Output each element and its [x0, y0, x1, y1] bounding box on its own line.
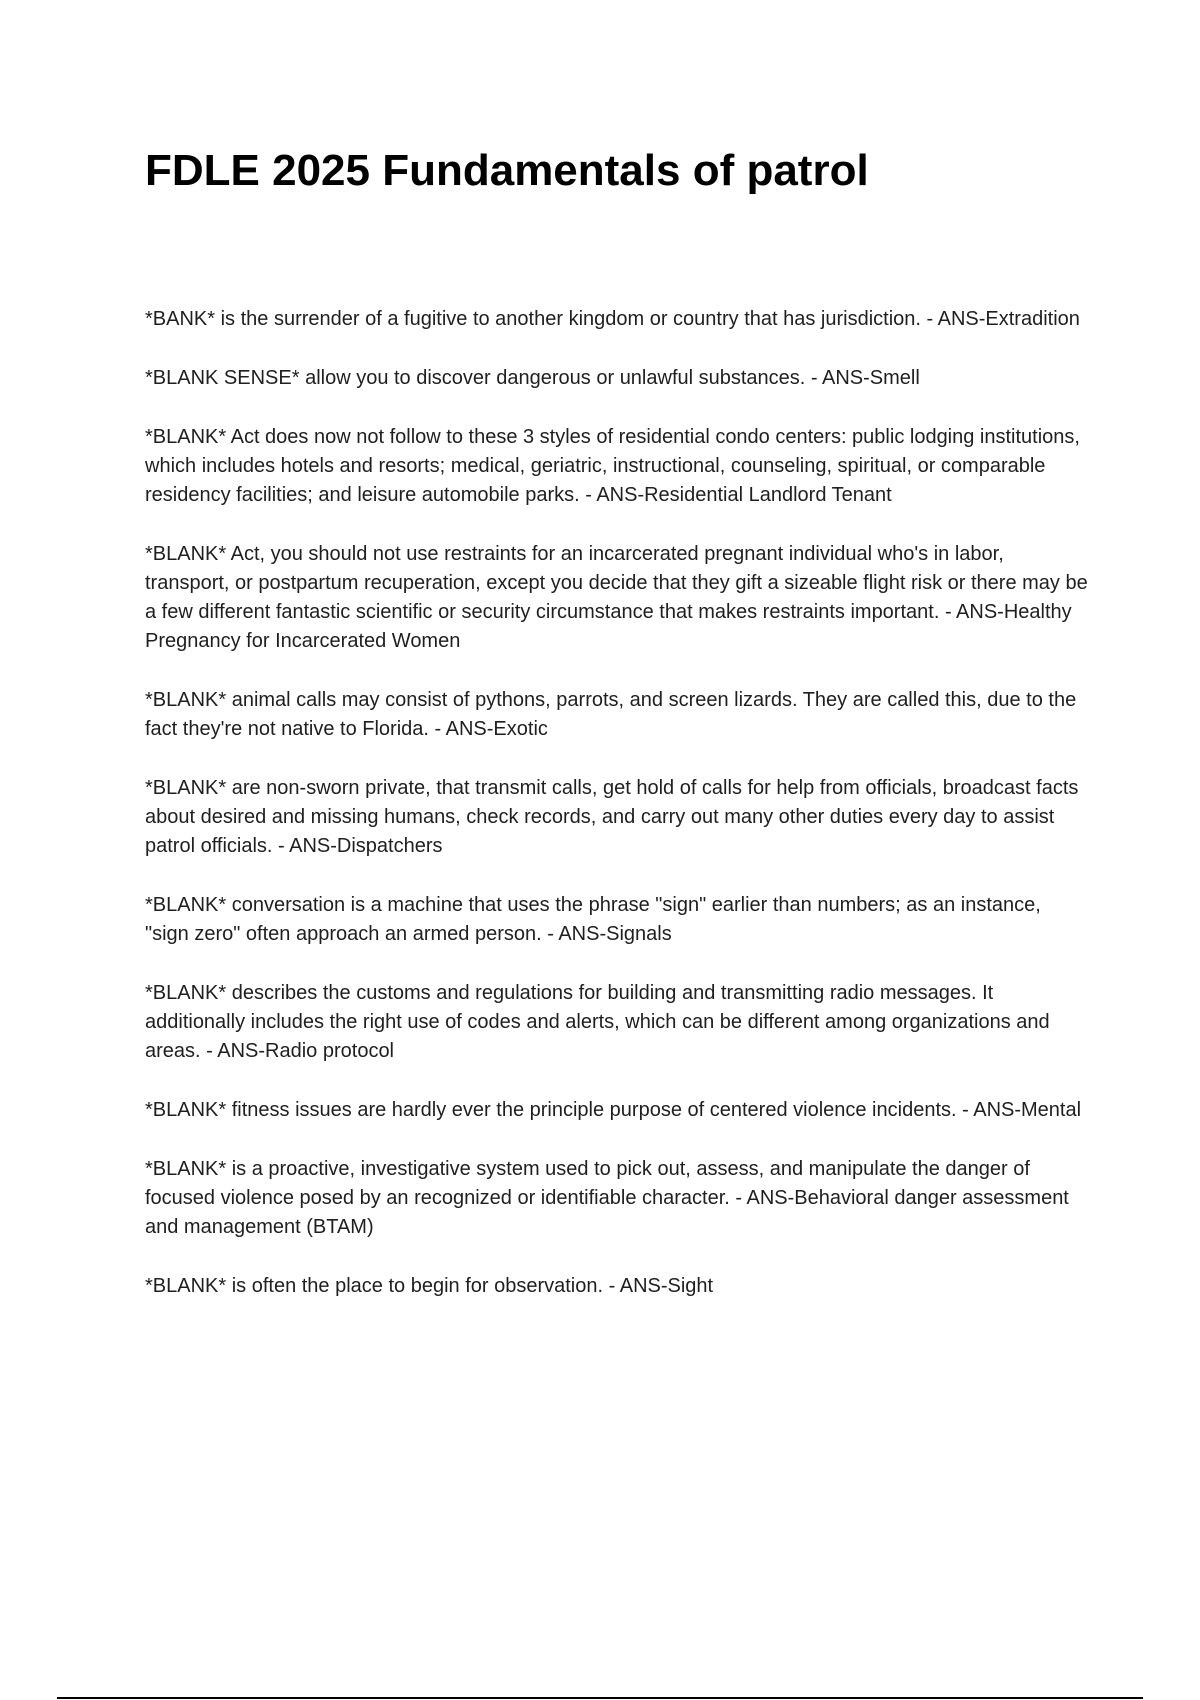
question-item-6: *BLANK* are non-sworn private, that transmit calls, get hold of calls for help from officials, broadcast facts about desired and missing humans, check records, and carry out many other duties every day to assist patrol officials. - ANS-Dispatchers: [145, 777, 1079, 857]
question-item-2: *BLANK SENSE* allow you to discover dangerous or unlawful substances. - ANS-Smell: [145, 367, 920, 389]
question-item-7: *BLANK* conversation is a machine that uses the phrase "sign" earlier than numbers; as an instance, "sign zero" often approach an armed person. - ANS-Signals: [145, 894, 1041, 945]
question-item-4: *BLANK* Act, you should not use restraints for an incarcerated pregnant individual who's in labor, transport, or postpartum recuperation, except you decide that they gift a sizeable flight risk or there may be a few different fantastic scientific or security circumstance that makes restraints important. - ANS-Healthy Pregnancy for Incarcerated Women: [145, 543, 1088, 652]
page-bottom-divider: [57, 1697, 1143, 1699]
question-item-11: *BLANK* is often the place to begin for observation. - ANS-Sight: [145, 1275, 714, 1297]
question-item-9: *BLANK* fitness issues are hardly ever the principle purpose of centered violence incidents. - ANS-Mental: [145, 1099, 1082, 1121]
question-list: [145, 305, 1090, 1331]
question-item-1: *BANK* is the surrender of a fugitive to another kingdom or country that has jurisdiction. - ANS-Extradition: [145, 308, 1080, 330]
page-title: FDLE 2025 Fundamentals of patrol: [145, 146, 869, 195]
question-item-10: *BLANK* is a proactive, investigative system used to pick out, assess, and manipulate the danger of focused violence posed by an recognized or identifiable character. - ANS-Behavioral danger assessment and management (BTAM): [145, 1158, 1069, 1238]
question-item-8: *BLANK* describes the customs and regulations for building and transmitting radio messages. It additionally includes the right use of codes and alerts, which can be different among organizations and areas. - ANS-Radio protocol: [145, 982, 1050, 1062]
question-item-3: *BLANK* Act does now not follow to these 3 styles of residential condo centers: public lodging institutions, which includes hotels and resorts; medical, geriatric, instructional, counseling, spiritual, or comparable residency facilities; and leisure automobile parks. - ANS-Residential Landlord Tenant: [145, 426, 1080, 506]
question-item-5: *BLANK* animal calls may consist of pythons, parrots, and screen lizards. They are called this, due to the fact they're not native to Florida. - ANS-Exotic: [145, 689, 1077, 740]
